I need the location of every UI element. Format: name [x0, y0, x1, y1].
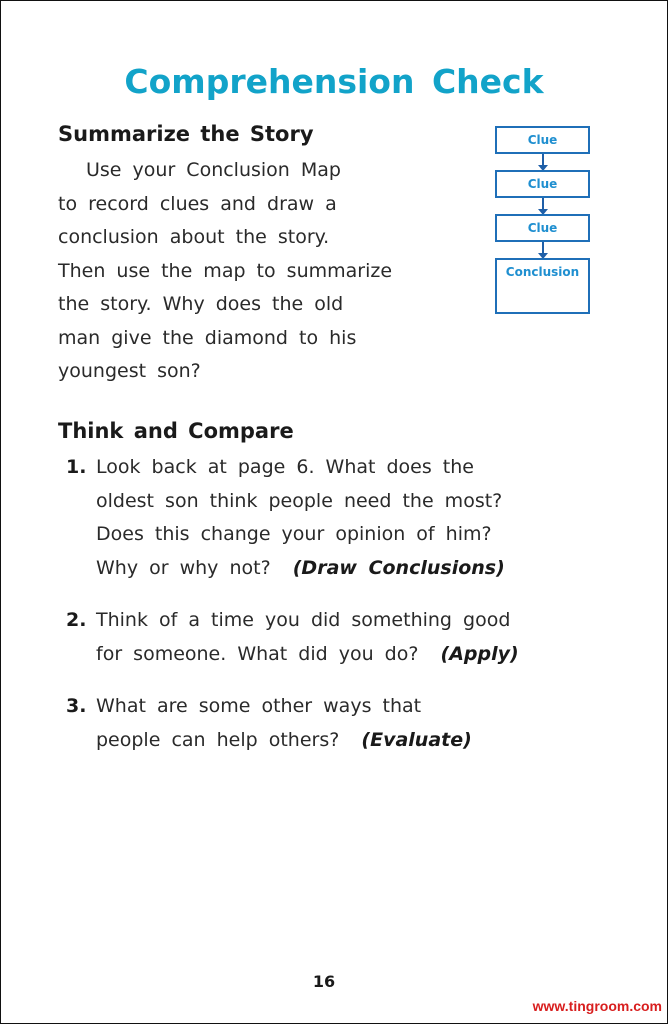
conclusion-map — [495, 126, 590, 314]
question-number: 2. — [66, 609, 87, 631]
summarize-heading: Summarize the Story — [58, 122, 314, 146]
clue-box-2: Clue — [495, 170, 590, 198]
question-number: 1. — [66, 456, 87, 478]
conclusion-box: Conclusion — [495, 258, 590, 314]
arrow-down-icon — [542, 198, 544, 210]
summarize-line: conclusion about the story. — [58, 226, 330, 248]
question-line-text: people can help others? — [96, 728, 340, 751]
question-line: Think of a time you did something good — [96, 609, 511, 631]
clue-box-1: Clue — [495, 126, 590, 154]
skill-tag: (Apply) — [440, 642, 519, 665]
question-line-text: Why or why not? — [96, 556, 271, 579]
summarize-line: youngest son? — [58, 360, 201, 382]
question-text — [96, 604, 519, 671]
skill-tag: (Evaluate) — [361, 728, 472, 751]
question-line — [96, 552, 505, 586]
question-line: What are some other ways that — [96, 695, 422, 717]
summarize-line: man give the diamond to his — [58, 326, 357, 349]
question-text — [96, 690, 472, 757]
question-text — [96, 451, 505, 585]
compare-heading: Think and Compare — [58, 419, 294, 443]
skill-tag: (Draw Conclusions) — [292, 556, 505, 579]
summarize-line: the story. Why does the old — [58, 293, 344, 315]
page-number: 16 — [312, 972, 336, 991]
question-line — [96, 724, 472, 758]
question-line — [96, 638, 519, 672]
summarize-line: Then use the map to summarize — [58, 259, 393, 282]
watermark-link[interactable]: www.tingroom.com — [532, 998, 662, 1014]
question-line: oldest son think people need the most? — [96, 489, 503, 512]
arrow-down-icon — [542, 154, 544, 166]
question-line: Does this change your opinion of him? — [96, 523, 492, 545]
page-title: Comprehension Check — [124, 62, 544, 101]
question-line: Look back at page 6. What does the — [96, 456, 474, 478]
arrow-down-icon — [542, 242, 544, 254]
clue-box-3: Clue — [495, 214, 590, 242]
summarize-line: to record clues and draw a — [58, 192, 337, 215]
summarize-line: Use your Conclusion Map — [86, 159, 341, 181]
question-line-text: for someone. What did you do? — [96, 642, 419, 665]
question-number: 3. — [66, 695, 87, 717]
summarize-paragraph — [58, 154, 392, 389]
